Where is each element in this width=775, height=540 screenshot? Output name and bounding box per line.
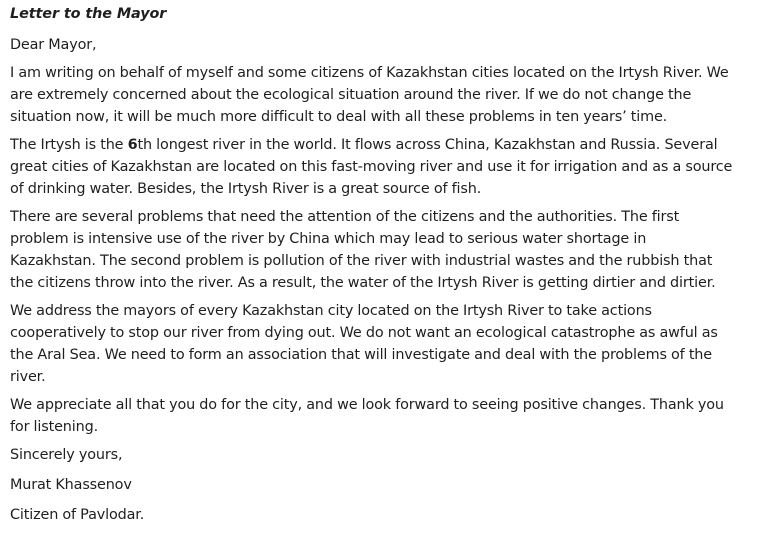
paragraph-river-facts — [10, 134, 767, 200]
paragraph-line: of drinking water. Besides, the Irtysh River is a great source of fish. — [10, 181, 482, 197]
closing: Sincerely yours, — [10, 447, 123, 463]
greeting: Dear Mayor, — [10, 37, 97, 53]
paragraph-problems — [10, 206, 767, 294]
paragraph-line: situation now, it will be much more difficult to deal with all these problems in ten years’ time. — [10, 109, 668, 125]
paragraph-line: are extremely concerned about the ecological situation around the river. If we do not change the — [10, 87, 692, 103]
paragraph-line: the citizens throw into the river. As a result, the water of the Irtysh River is getting dirtier and dirtier. — [10, 275, 716, 291]
paragraph-line: We address the mayors of every Kazakhstan city located on the Irtysh River to take actions — [10, 303, 652, 319]
paragraph-line: problem is intensive use of the river by China which may lead to serious water shortage in — [10, 231, 647, 247]
paragraph-line: for listening. — [10, 419, 98, 435]
text-run: The Irtysh is the — [10, 137, 128, 153]
paragraph-line: cooperatively to stop our river from dying out. We do not want an ecological catastrophe as awful as — [10, 325, 718, 341]
paragraph-line: We appreciate all that you do for the city, and we look forward to seeing positive changes. Thank you — [10, 397, 724, 413]
paragraph-intro — [10, 62, 767, 128]
letter — [10, 4, 767, 532]
signature-role: Citizen of Pavlodar. — [10, 507, 145, 523]
paragraph-line: There are several problems that need the attention of the citizens and the authorities. The first — [10, 209, 680, 225]
text-run: th longest river in the world. It flows across China, Kazakhstan and Russia. Several — [137, 137, 718, 153]
paragraph-line: river. — [10, 369, 46, 385]
paragraph-line — [10, 134, 767, 156]
signature-name: Murat Khassenov — [10, 477, 132, 493]
paragraph-line: Kazakhstan. The second problem is pollution of the river with industrial wastes and the rubbish that — [10, 253, 713, 269]
paragraph-line: I am writing on behalf of myself and some citizens of Kazakhstan cities located on the Irtysh River. We — [10, 65, 729, 81]
paragraph-thanks — [10, 394, 767, 438]
letter-title: Letter to the Mayor — [10, 6, 167, 22]
paragraph-line: great cities of Kazakhstan are located on this fast-moving river and use it for irrigation and as a source — [10, 159, 733, 175]
paragraph-request — [10, 300, 767, 388]
paragraph-line: the Aral Sea. We need to form an association that will investigate and deal with the problems of the — [10, 347, 712, 363]
bold-number: 6 — [127, 137, 138, 153]
